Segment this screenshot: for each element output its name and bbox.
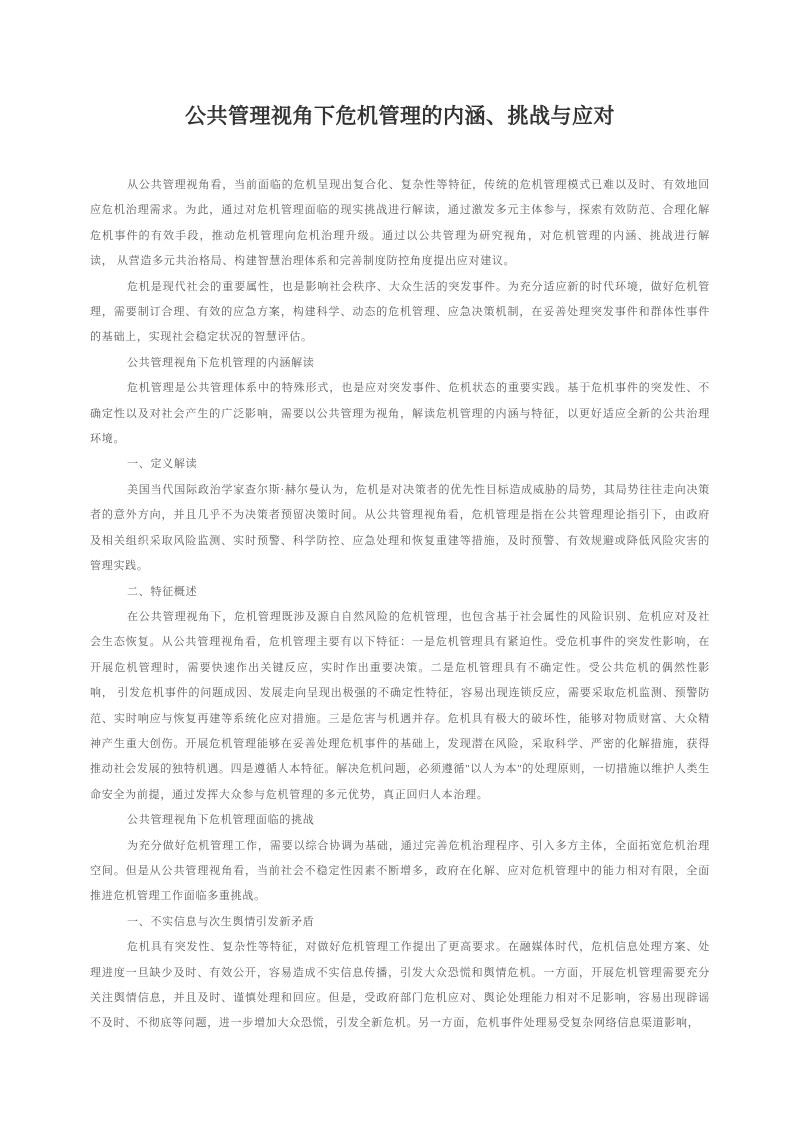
document-body <box>90 173 710 1037</box>
section-heading: 一、定义解读 <box>127 458 198 471</box>
body-paragraph: 为充分做好危机管理工作，需要以综合协调为基础，通过完善危机治理程序、引入多方主体，全面拓宽危机治理空间。但是从公共管理视角看，当前社会不稳定性因素不断增多，政府在化解、应对危机管理中的能力相对有限，全面推进危机管理工作面临多重挑战。 <box>90 839 710 903</box>
section-heading: 公共管理视角下危机管理的内涵解读 <box>127 356 315 369</box>
section-heading: 二、特征概述 <box>127 585 198 598</box>
body-paragraph: 在公共管理视角下，危机管理既涉及源自自然风险的危机管理，也包含基于社会属性的风险识别、危机应对及社会生态恢复。从公共管理视角看，危机管理主要有以下特征：一是危机管理具有紧迫性。受危机事件的突发性影响，在开展危机管理时，需要快速作出关键反应，实时作出重要决策。二是危机管理具有不确定性。受公共危机的偶然性影响， 引发危机事件的问题成因、发展走向呈现出极强的不确定性特征，容易出现连锁反应，需要采取危机监测、预警防范、实时响应与恢复再建等系统化应对措施。三是危害与机遇并存。危机具有极大的破坏性，能够对物质财富、大众精神产生重大创伤。开展危机管理能够在妥善处理危机事件的基础上，发现潜在风险，采取科学、严密的化解措施，获得推动社会发展的独特机遇。四是遵循人本特征。解决危机问题，必须遵循"以人为本"的处理原则，一切措施以维护人类生命安全为前提，通过发挥大众参与危机管理的多元优势，真正回归人本治理。 <box>90 610 710 801</box>
body-paragraph: 从公共管理视角看，当前面临的危机呈现出复合化、复杂性等特征，传统的危机管理模式已难以及时、有效地回应危机治理需求。为此，通过对危机管理面临的现实挑战进行解读，通过激发多元主体参与，探索有效防范、合理化解危机事件的有效手段，推动危机管理向危机治理升级。通过以公共管理为研究视角，对危机管理的内涵、挑战进行解读， 从营造多元共治格局、构建智慧治理体系和完善制度防控角度提出应对建议。 <box>90 179 710 268</box>
section-heading: 公共管理视角下危机管理面临的挑战 <box>127 814 315 827</box>
section-heading: 一、不实信息与次生舆情引发新矛盾 <box>127 915 315 928</box>
body-paragraph: 危机具有突发性、复杂性等特征，对做好危机管理工作提出了更高要求。在融媒体时代，危机信息处理方案、处理进度一旦缺少及时、有效公开，容易造成不实信息传播，引发大众恐慌和舆情危机。一方面，开展危机管理需要充分关注舆情信息，并且及时、谨慎处理和回应。但是，受政府部门危机应对、舆论处理能力相对不足影响，容易出现辟谣不及时、不彻底等问题，进一步增加大众恐慌，引发全新危机。另一方面，危机事件处理易受复杂网络信息渠道影响， <box>90 941 710 1030</box>
body-paragraph: 美国当代国际政治学家查尔斯·赫尔曼认为，危机是对决策者的优先性目标造成威胁的局势，其局势往往走向决策者的意外方向，并且几乎不为决策者预留决策时间。从公共管理视角看，危机管理是指在公共管理理论指引下，由政府及相关组织采取风险监测、实时预警、科学防控、应急处理和恢复重建等措施，及时预警、有效规避或降低风险灾害的管理实践。 <box>90 483 710 573</box>
body-paragraph: 危机是现代社会的重要属性，也是影响社会秩序、大众生活的突发事件。为充分适应新的时代环境，做好危机管理，需要制订合理、有效的应急方案，构建科学、动态的危机管理、应急决策机制，在妥善处理突发事件和群体性事件的基础上，实现社会稳定状况的智慧评估。 <box>90 280 710 344</box>
body-paragraph: 危机管理是公共管理体系中的特殊形式，也是应对突发事件、危机状态的重要实践。基于危机事件的突发性、不确定性以及对社会产生的广泛影响，需要以公共管理为视角，解读危机管理的内涵与特征，以更好适应全新的公共治理环境。 <box>90 382 710 446</box>
document-title: 公共管理视角下危机管理的内涵、挑战与应对 <box>185 105 615 128</box>
